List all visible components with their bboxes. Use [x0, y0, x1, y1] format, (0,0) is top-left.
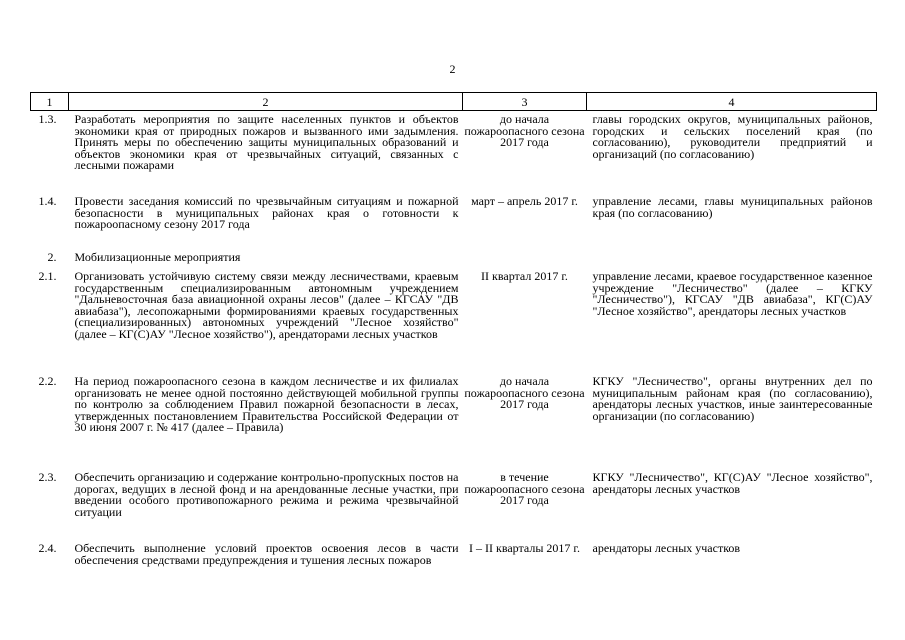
- measure-text: Провести заседания комиссий по чрезвычайным ситуациям и пожарной безопасности в муниципальных районах края о готовности к пожароопасному сезону 2017 года: [74, 194, 459, 231]
- deadline-text: I – II кварталы 2017 г.: [469, 541, 580, 555]
- responsible-text: главы городских округов, муниципальных районов, городских и сельских поселений края (по согласованию), руководители предприятий и организаций (по согласованию): [592, 112, 873, 161]
- measure-text: Обеспечить выполнение условий проектов освоения лесов в части обеспечения средствами предупреждения и тушения лесных пожаров: [74, 541, 459, 567]
- row-number: 2.4.: [38, 541, 57, 555]
- deadline-text: II квартал 2017 г.: [481, 269, 568, 283]
- deadline-text: март – апрель 2017 г.: [471, 194, 578, 208]
- measure-text: Обеспечить организацию и содержание контрольно-пропускных постов на дорогах, ведущих в лесной фонд и на арендованные лесные участки, при введении особого противопожарного режима и режима чрезвычайной ситуации: [74, 470, 459, 519]
- table-row: [31, 111, 877, 197]
- column-header-number: 1: [31, 93, 69, 111]
- table-row: [31, 376, 877, 472]
- measure-text: На период пожароопасного сезона в каждом лесничестве и их филиалах организовать не менее одной постоянно действующей мобильной группы по контролю за соблюдением Правил пожарной безопасности в лесах, утвержденных постановлением Правительства Российской Федерации от 30 июня 2007 г. № 417 (далее – Правила): [74, 374, 459, 434]
- row-number: 2.3.: [38, 470, 57, 484]
- column-header-measure: 2: [69, 93, 463, 111]
- table-row: [31, 196, 877, 252]
- responsible-text: КГКУ "Лесничество", КГ(С)АУ "Лесное хозяйство", арендаторы лесных участков: [592, 470, 873, 496]
- row-number: 2.2.: [38, 374, 57, 388]
- section-number: 2.: [47, 250, 57, 264]
- table-row: [31, 543, 877, 583]
- table-row: [31, 271, 877, 376]
- row-number: 2.1.: [38, 269, 57, 283]
- column-header-responsible: 4: [587, 93, 877, 111]
- measures-table: [30, 92, 877, 583]
- measure-text: Разработать мероприятия по защите населенных пунктов и объектов экономики края от природных пожаров и вызванного ими задымления. Принять меры по обеспечению защиты муниципальных образований и объектов экономики края от чрезвычайных ситуаций, связанных с лесными пожарами: [74, 112, 459, 172]
- page-number: 2: [449, 62, 456, 76]
- row-number: 1.3.: [38, 112, 57, 126]
- responsible-text: арендаторы лесных участков: [592, 541, 741, 555]
- table-row: [31, 472, 877, 543]
- row-number: 1.4.: [38, 194, 57, 208]
- responsible-text: КГКУ "Лесничество", органы внутренних дел по муниципальным районам края (по согласованию), арендаторы лесных участков, иные заинтересованные организации (по согласованию): [592, 374, 873, 423]
- deadline-text: в течение пожароопасного сезона 2017 года: [464, 470, 585, 507]
- responsible-text: управление лесами, краевое государственное казенное учреждение "Лесничество" (далее – КГКУ "Лесничество"), КГСАУ "ДВ авиабаза", КГ(С)АУ "Лесное хозяйство", арендаторы лесных участков: [592, 269, 873, 318]
- section-title: Мобилизационные мероприятия: [74, 250, 241, 264]
- column-header-deadline: 3: [463, 93, 587, 111]
- deadline-text: до начала пожароопасного сезона 2017 года: [464, 374, 585, 411]
- table-header-row: [31, 93, 877, 111]
- responsible-text: управление лесами, главы муниципальных районов края (по согласованию): [592, 194, 873, 220]
- deadline-text: до начала пожароопасного сезона 2017 года: [464, 112, 585, 149]
- measure-text: Организовать устойчивую систему связи между лесничествами, краевым государственным специализированным автономным учреждением "Дальневосточная база авиационной охраны лесов" (далее – КГСАУ "ДВ авиабаза"), лесопожарными формированиями краевых государственных (специализированных) автономных учреждений "Лесное хозяйство" (далее – КГ(С)АУ "Лесное хозяйство"), арендаторами лесных участков: [74, 269, 459, 341]
